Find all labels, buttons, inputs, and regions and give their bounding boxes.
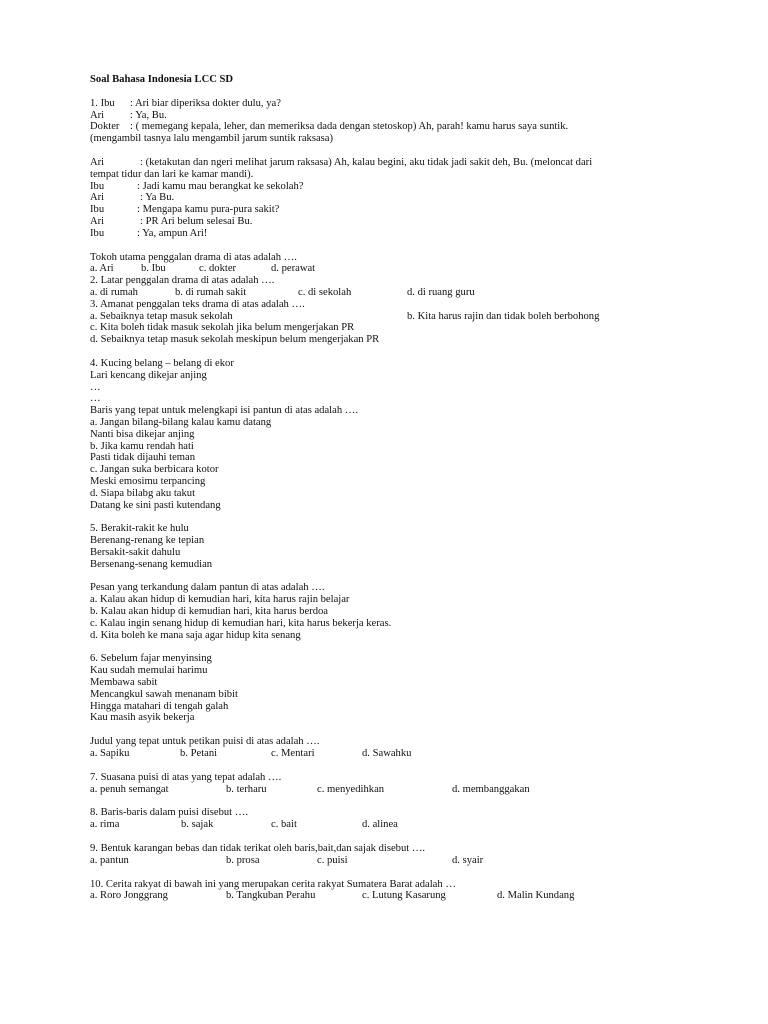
option-a: a. Jangan bilang-bilang kalau kamu datang (90, 416, 272, 428)
option-c: c. Kalau ingin senang hidup di kemudian hari, kita harus bekerja keras. (90, 617, 392, 629)
option-b: b. Tangkuban Perahu (226, 890, 316, 902)
question-7 (90, 772, 690, 796)
question-stem: 2. Latar penggalan drama di atas adalah …. (90, 275, 275, 287)
options-row (90, 819, 690, 831)
poem-line: 6. Sebelum fajar menyinsing (90, 653, 212, 665)
pantun-line: Bersenang-senang kemudian (90, 558, 213, 570)
question-stem: 8. Baris-baris dalam puisi disebut …. (90, 807, 249, 819)
question-stem: 9. Bentuk karangan bebas dan tidak terikat oleh baris,bait,dan sajak disebut …. (90, 843, 426, 855)
question-3 (90, 299, 690, 346)
pantun-line: … (90, 381, 101, 393)
option-b: b. Jika kamu rendah hati (90, 440, 194, 452)
option-d: d. membanggakan (452, 783, 530, 795)
option-a: a. di rumah (90, 286, 138, 298)
dialog-line (90, 204, 690, 216)
option-text: Nanti bisa dikejar anjing (90, 428, 195, 440)
dialog-block-2 (90, 157, 690, 240)
option-c: c. Mentari (271, 748, 315, 760)
question-4 (90, 358, 690, 511)
options-row (90, 855, 690, 867)
dialog-line (90, 133, 690, 145)
question-stem: Pesan yang terkandung dalam pantun di atas adalah …. (90, 582, 325, 594)
question-2 (90, 275, 690, 299)
speaker: Ari (90, 156, 105, 168)
options-row (90, 311, 690, 323)
question-stem: Tokoh utama penggalan drama di atas adalah …. (90, 251, 297, 263)
option-b: b. di rumah sakit (175, 286, 247, 298)
option-a: a. Sebaiknya tetap masuk sekolah (90, 310, 233, 322)
dialog-text: : Ya, Bu. (130, 109, 167, 121)
poem-line: Hingga matahari di tengah galah (90, 700, 229, 712)
question-1 (90, 252, 690, 276)
dialog-block-1 (90, 98, 690, 145)
question-5 (90, 523, 690, 641)
pantun-line: Lari kencang dikejar anjing (90, 369, 207, 381)
dialog-text: : Mengapa kamu pura-pura sakit? (137, 204, 280, 216)
pantun-line: 5. Berakit-rakit ke hulu (90, 523, 189, 535)
poem-line: Kau sudah memulai harimu (90, 665, 208, 677)
poem-line: Kau masih asyik bekerja (90, 712, 195, 724)
dialog-text: : Ya Bu. (140, 192, 175, 204)
option-d: d. perawat (271, 263, 316, 275)
options-row (90, 748, 690, 760)
question-10 (90, 879, 690, 903)
question-8 (90, 807, 690, 831)
dialog-line (90, 98, 690, 110)
dialog-text: : Ari biar diperiksa dokter dulu, ya? (130, 97, 281, 109)
option-text: Meski emosimu terpancing (90, 475, 206, 487)
document-body (90, 74, 690, 902)
dialog-line (90, 169, 690, 181)
speaker: Ari (90, 192, 105, 204)
option-d: d. Sawahku (362, 748, 412, 760)
option-d: d. syair (452, 854, 484, 866)
question-stem: 10. Cerita rakyat di bawah ini yang merupakan cerita rakyat Sumatera Barat adalah … (90, 878, 456, 890)
options-row (90, 890, 690, 902)
options-row (90, 287, 690, 299)
poem-line: Membawa sabit (90, 677, 158, 689)
page-title: Soal Bahasa Indonesia LCC SD (90, 74, 234, 85)
option-d: d. Siapa bilabg aku takut (90, 487, 196, 499)
poem-line: Mencangkul sawah menanam bibit (90, 688, 238, 700)
option-text: Pasti tidak dijauhi teman (90, 452, 196, 464)
option-a: a. Kalau akan hidup di kemudian hari, kita harus rajin belajar (90, 594, 350, 606)
dialog-line (90, 157, 690, 169)
question-9 (90, 843, 690, 867)
speaker: Dokter (90, 121, 120, 133)
dialog-line (90, 192, 690, 204)
option-text: Datang ke sini pasti kutendang (90, 499, 221, 511)
dialog-text: : ( memegang kepala, leher, dan memeriksa dada dengan stetoskop) Ah, parah! kamu harus saya suntik. (130, 121, 569, 133)
dialog-line (90, 181, 690, 193)
option-b: b. Ibu (141, 263, 166, 275)
option-c: c. Lutung Kasarung (362, 890, 446, 902)
dialog-text: (mengambil tasnya lalu mengambil jarum suntik raksasa) (90, 133, 334, 145)
pantun-line: 4. Kucing belang – belang di ekor (90, 357, 234, 369)
option-b: b. terharu (226, 783, 267, 795)
dialog-text: : PR Ari belum selesai Bu. (140, 215, 253, 227)
option-b: b. prosa (226, 854, 260, 866)
dialog-text: : Ya, ampun Ari! (137, 227, 208, 239)
option-b: b. Petani (180, 748, 218, 760)
option-c: c. Jangan suka berbicara kotor (90, 464, 219, 476)
pantun-line: Bersakit-sakit dahulu (90, 546, 181, 558)
option-a: a. Sapiku (90, 748, 130, 760)
option-b: b. Kita harus rajin dan tidak boleh berbohong (407, 310, 600, 322)
pantun-line: … (90, 393, 101, 405)
question-stem: Judul yang tepat untuk petikan puisi di atas adalah …. (90, 736, 320, 748)
dialog-line (90, 216, 690, 228)
question-stem: Baris yang tepat untuk melengkapi isi pantun di atas adalah …. (90, 405, 359, 417)
speaker: Ari (90, 109, 105, 121)
options-row (90, 263, 690, 275)
option-b: b. sajak (181, 819, 214, 831)
option-c: c. puisi (317, 854, 348, 866)
dialog-text: tempat tidur dan lari ke kamar mandi). (90, 168, 254, 180)
pantun-line: Berenang-renang ke tepian (90, 535, 205, 547)
option-a: a. Ari (90, 263, 114, 275)
option-c: c. menyedihkan (317, 783, 385, 795)
option-a: a. rima (90, 819, 120, 831)
speaker: Ari (90, 215, 105, 227)
option-b: b. Kalau akan hidup di kemudian hari, kita harus berdoa (90, 606, 328, 618)
option-d: d. Kita boleh ke mana saja agar hidup kita senang (90, 629, 301, 641)
option-c: c. Kita boleh tidak masuk sekolah jika belum mengerjakan PR (90, 322, 355, 334)
dialog-line (90, 110, 690, 122)
dialog-text: : (ketakutan dan ngeri melihat jarum raksasa) Ah, kalau begini, aku tidak jadi sakit deh, Bu. (meloncat dari (140, 156, 593, 168)
dialog-line (90, 228, 690, 240)
speaker: Ibu (90, 180, 105, 192)
option-a: a. penuh semangat (90, 783, 169, 795)
option-a: a. Roro Jonggrang (90, 890, 168, 902)
speaker: Ibu (90, 227, 105, 239)
speaker: 1. Ibu (90, 97, 115, 109)
question-stem: 3. Amanat penggalan teks drama di atas adalah …. (90, 298, 305, 310)
option-c: c. bait (271, 819, 297, 831)
options-row (90, 784, 690, 796)
speaker: Ibu (90, 204, 105, 216)
question-6 (90, 653, 690, 759)
option-a: a. pantun (90, 854, 129, 866)
dialog-line (90, 121, 690, 133)
option-d: d. Sebaiknya tetap masuk sekolah meskipun belum mengerjakan PR (90, 334, 380, 346)
option-c: c. di sekolah (298, 286, 352, 298)
option-c: c. dokter (199, 263, 237, 275)
option-d: d. alinea (362, 819, 398, 831)
option-d: d. di ruang guru (407, 286, 475, 298)
dialog-text: : Jadi kamu mau berangkat ke sekolah? (137, 180, 304, 192)
question-stem: 7. Suasana puisi di atas yang tepat adalah …. (90, 771, 282, 783)
option-d: d. Malin Kundang (497, 890, 575, 902)
